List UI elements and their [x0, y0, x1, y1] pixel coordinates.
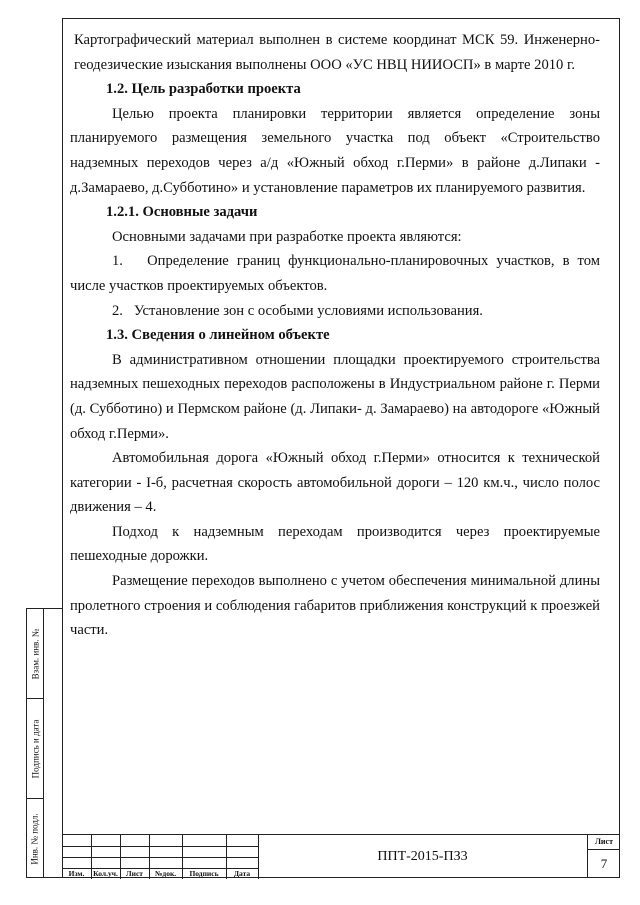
sheet-number: 7 — [600, 856, 608, 871]
label-podpis: Подпись — [189, 869, 219, 878]
label-ndok: №док. — [154, 869, 177, 878]
paragraph: В административном отношении площадки проектируемого строительства надземных пешеходных переходов расположены в Индустриальном районе г. Перми (д. Субботино) и Пермском районе (д. Липаки- д. Замараево) на автодороге «Южный обход г.Перми». — [70, 351, 600, 442]
revision-grid — [62, 834, 258, 878]
paragraph: Целью проекта планировки территории является определение зоны планируемого размещения земельного участка под объект «Строительство надземных переходов через а/д «Южный обход г.Перми» в районе д.Липаки - д.Замараево, д.Субботино» и установление параметров их планируемого развития. — [70, 105, 600, 196]
side-label-vzam: Взам. инв. № — [30, 628, 40, 680]
side-label-inv: Инв. № подл. — [30, 813, 40, 865]
side-stamp-strip — [26, 608, 62, 878]
side-label-podpis: Подпись и дата — [30, 719, 40, 779]
list-item: 1. Определение границ функционально-планировочных участков, в том числе участков проектируемых объектов. — [70, 253, 600, 294]
paragraph: Размещение переходов выполнено с учетом обеспечения минимальной длины пролетного строения и соблюдения габаритов приближения конструкций к проезжей части. — [70, 573, 600, 639]
label-kol-uch: Кол.уч. — [93, 869, 118, 878]
label-data: Дата — [233, 869, 251, 878]
list-item: 2. Установление зон с особыми условиями использования. — [112, 302, 483, 319]
sheet-label: Лист — [588, 835, 620, 850]
label-list: Лист — [126, 869, 143, 878]
paragraph: Основными задачами при разработке проекта являются: — [112, 228, 462, 245]
label-izm: Изм. — [68, 869, 85, 878]
paragraph: Картографический материал выполнен в системе координат МСК 59. Инженерно-геодезические изыскания выполнены ООО «УС НВЦ НИИОСП» в марте 2010 г. — [74, 32, 600, 73]
document-body — [70, 28, 600, 643]
paragraph: Автомобильная дорога «Южный обход г.Перми» относится к технической категории - I-б, расчетная скорость автомобильной дороги – 120 км.ч., число полос движения – 4. — [70, 450, 600, 516]
sheet-cell — [588, 834, 620, 878]
section-heading: 1.3. Сведения о линейном объекте — [106, 327, 330, 344]
section-heading: 1.2. Цель разработки проекта — [106, 81, 301, 98]
document-code: ППТ-2015-ПЗ3 — [258, 834, 588, 878]
title-block — [62, 834, 620, 878]
section-heading: 1.2.1. Основные задачи — [106, 204, 258, 221]
paragraph: Подход к надземным переходам производится через проектируемые пешеходные дорожки. — [70, 523, 600, 565]
